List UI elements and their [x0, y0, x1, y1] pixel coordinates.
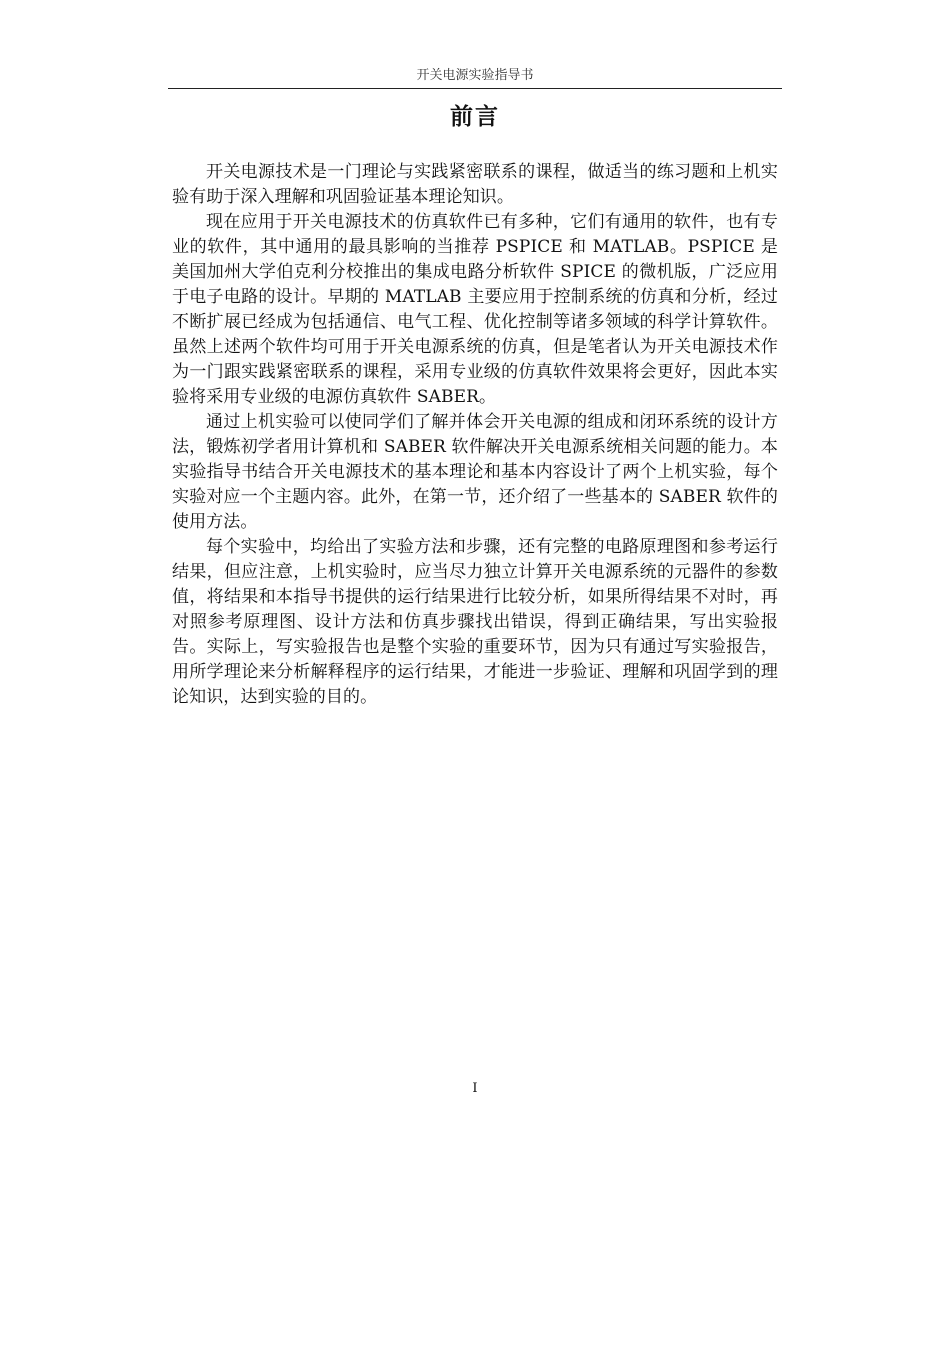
paragraph-2: 现在应用于开关电源技术的仿真软件已有多种，它们有通用的软件，也有专业的软件，其中通用的最具影响的当推荐 PSPICE 和 MATLAB。PSPICE 是美国加州大学伯克利分校推出的集成电路分析软件 SPICE 的微机版，广泛应用于电子电路的设计。早期的 MATLAB 主要应用于控制系统的仿真和分析，经过不断扩展已经成为包括通信、电气工程、优化控制等诸多领域的科学计算软件。虽然上述两个软件均可用于开关电源系统的仿真，但是笔者认为开关电源技术作为一门跟实践紧密联系的课程，采用专业级的仿真软件效果将会更好，因此本实验将采用专业级的电源仿真软件 SABER。 — [172, 212, 778, 407]
preface-body — [172, 160, 778, 710]
page-number: I — [472, 1081, 478, 1096]
paragraph-4: 每个实验中，均给出了实验方法和步骤，还有完整的电路原理图和参考运行结果，但应注意，上机实验时，应当尽力独立计算开关电源系统的元器件的参数值，将结果和本指导书提供的运行结果进行比较分析，如果所得结果不对时，再对照参考原理图、设计方法和仿真步骤找出错误，得到正确结果，写出实验报告。实际上，写实验报告也是整个实验的重要环节，因为只有通过写实验报告，用所学理论来分析解释程序的运行结果，才能进一步验证、理解和巩固学到的理论知识，达到实验的目的。 — [172, 537, 778, 707]
page-title: 前言 — [450, 104, 500, 130]
paragraph-1: 开关电源技术是一门理论与实践紧密联系的课程，做适当的练习题和上机实验有助于深入理解和巩固验证基本理论知识。 — [172, 162, 778, 207]
running-header-title: 开关电源实验指导书 — [416, 68, 534, 83]
paragraph-3: 通过上机实验可以使同学们了解并体会开关电源的组成和闭环系统的设计方法，锻炼初学者用计算机和 SABER 软件解决开关电源系统相关问题的能力。本实验指导书结合开关电源技术的基本理论和基本内容设计了两个上机实验，每个实验对应一个主题内容。此外，在第一节，还介绍了一些基本的 SABER 软件的使用方法。 — [172, 412, 778, 532]
running-header — [168, 67, 782, 89]
